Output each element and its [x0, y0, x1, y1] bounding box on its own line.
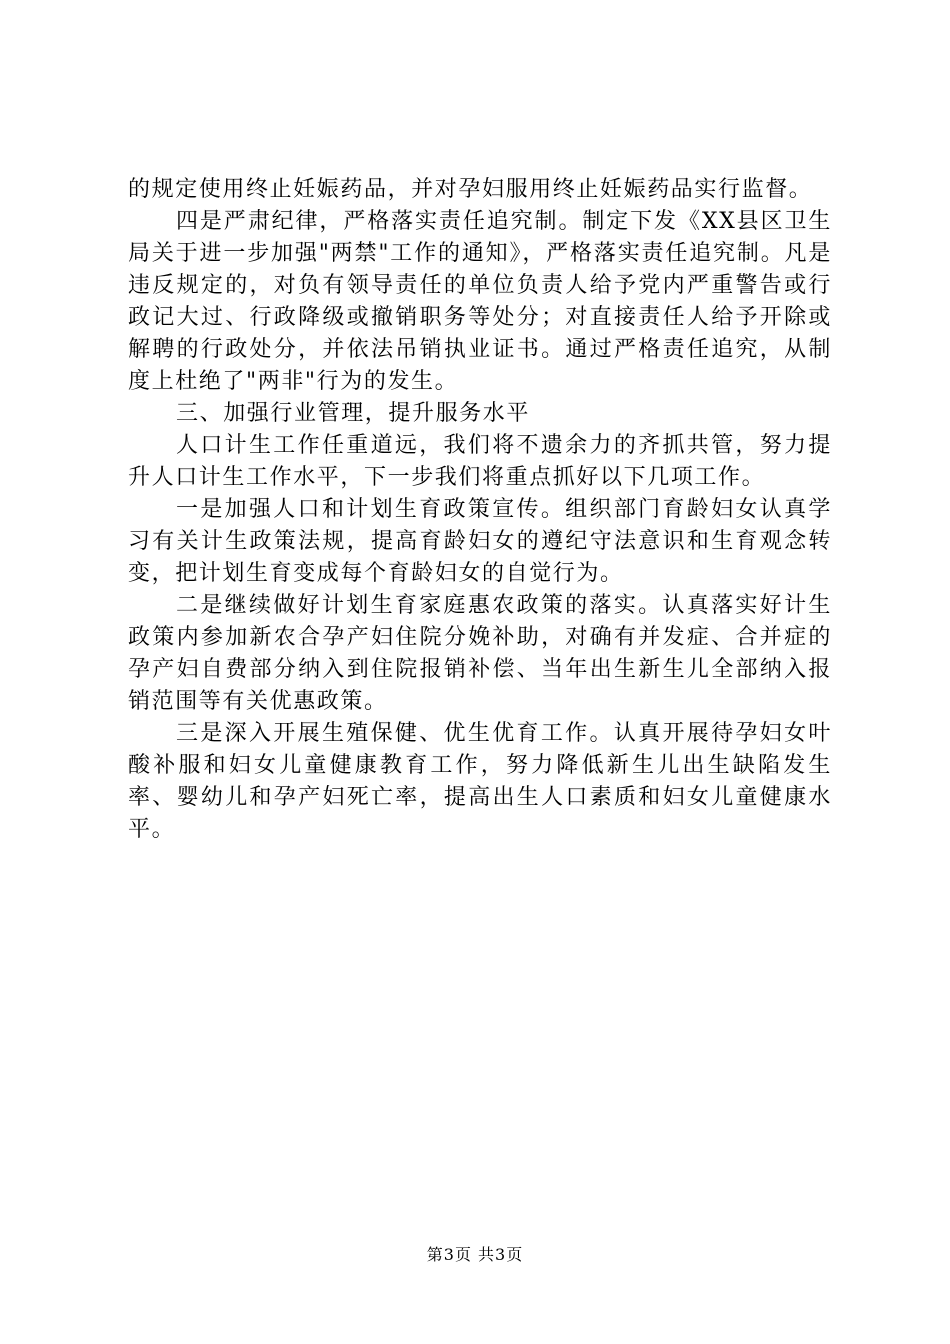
paragraph-intro: 人口计生工作任重道远，我们将不遗余力的齐抓共管，努力提升人口计生工作水平，下一步我们将重点抓好以下几项工作。: [128, 433, 832, 490]
paragraph-item-three: 三是深入开展生殖保健、优生优育工作。认真开展待孕妇女叶酸补服和妇女儿童健康教育工作，努力降低新生儿出生缺陷发生率、婴幼儿和孕产妇死亡率，提高出生人口素质和妇女儿童健康水平。: [128, 721, 832, 842]
paragraph-continuation: 的规定使用终止妊娠药品，并对孕妇服用终止妊娠药品实行监督。: [128, 177, 813, 202]
paragraph-item-one: 一是加强人口和计划生育政策宣传。组织部门育龄妇女认真学习有关计生政策法规，提高育龄妇女的遵纪守法意识和生育观念转变，把计划生育变成每个育龄妇女的自觉行为。: [128, 497, 832, 586]
document-body: [128, 174, 832, 846]
paragraph-discipline: 四是严肃纪律，严格落实责任追究制。制定下发《XX县区卫生局关于进一步加强"两禁"工作的通知》，严格落实责任追究制。凡是违反规定的，对负有领导责任的单位负责人给予党内严重警告或行政记大过、行政降级或撤销职务等处分；对直接责任人给予开除或解聘的行政处分，并依法吊销执业证书。通过严格责任追究，从制度上杜绝了"两非"行为的发生。: [128, 209, 832, 394]
page-footer: 第3页 共3页: [426, 1245, 524, 1264]
section-heading: 三、加强行业管理，提升服务水平: [176, 401, 531, 426]
paragraph-item-two: 二是继续做好计划生育家庭惠农政策的落实。认真落实好计生政策内参加新农合孕产妇住院分娩补助，对确有并发症、合并症的孕产妇自费部分纳入到住院报销补偿、当年出生新生儿全部纳入报销范围等有关优惠政策。: [128, 593, 832, 714]
